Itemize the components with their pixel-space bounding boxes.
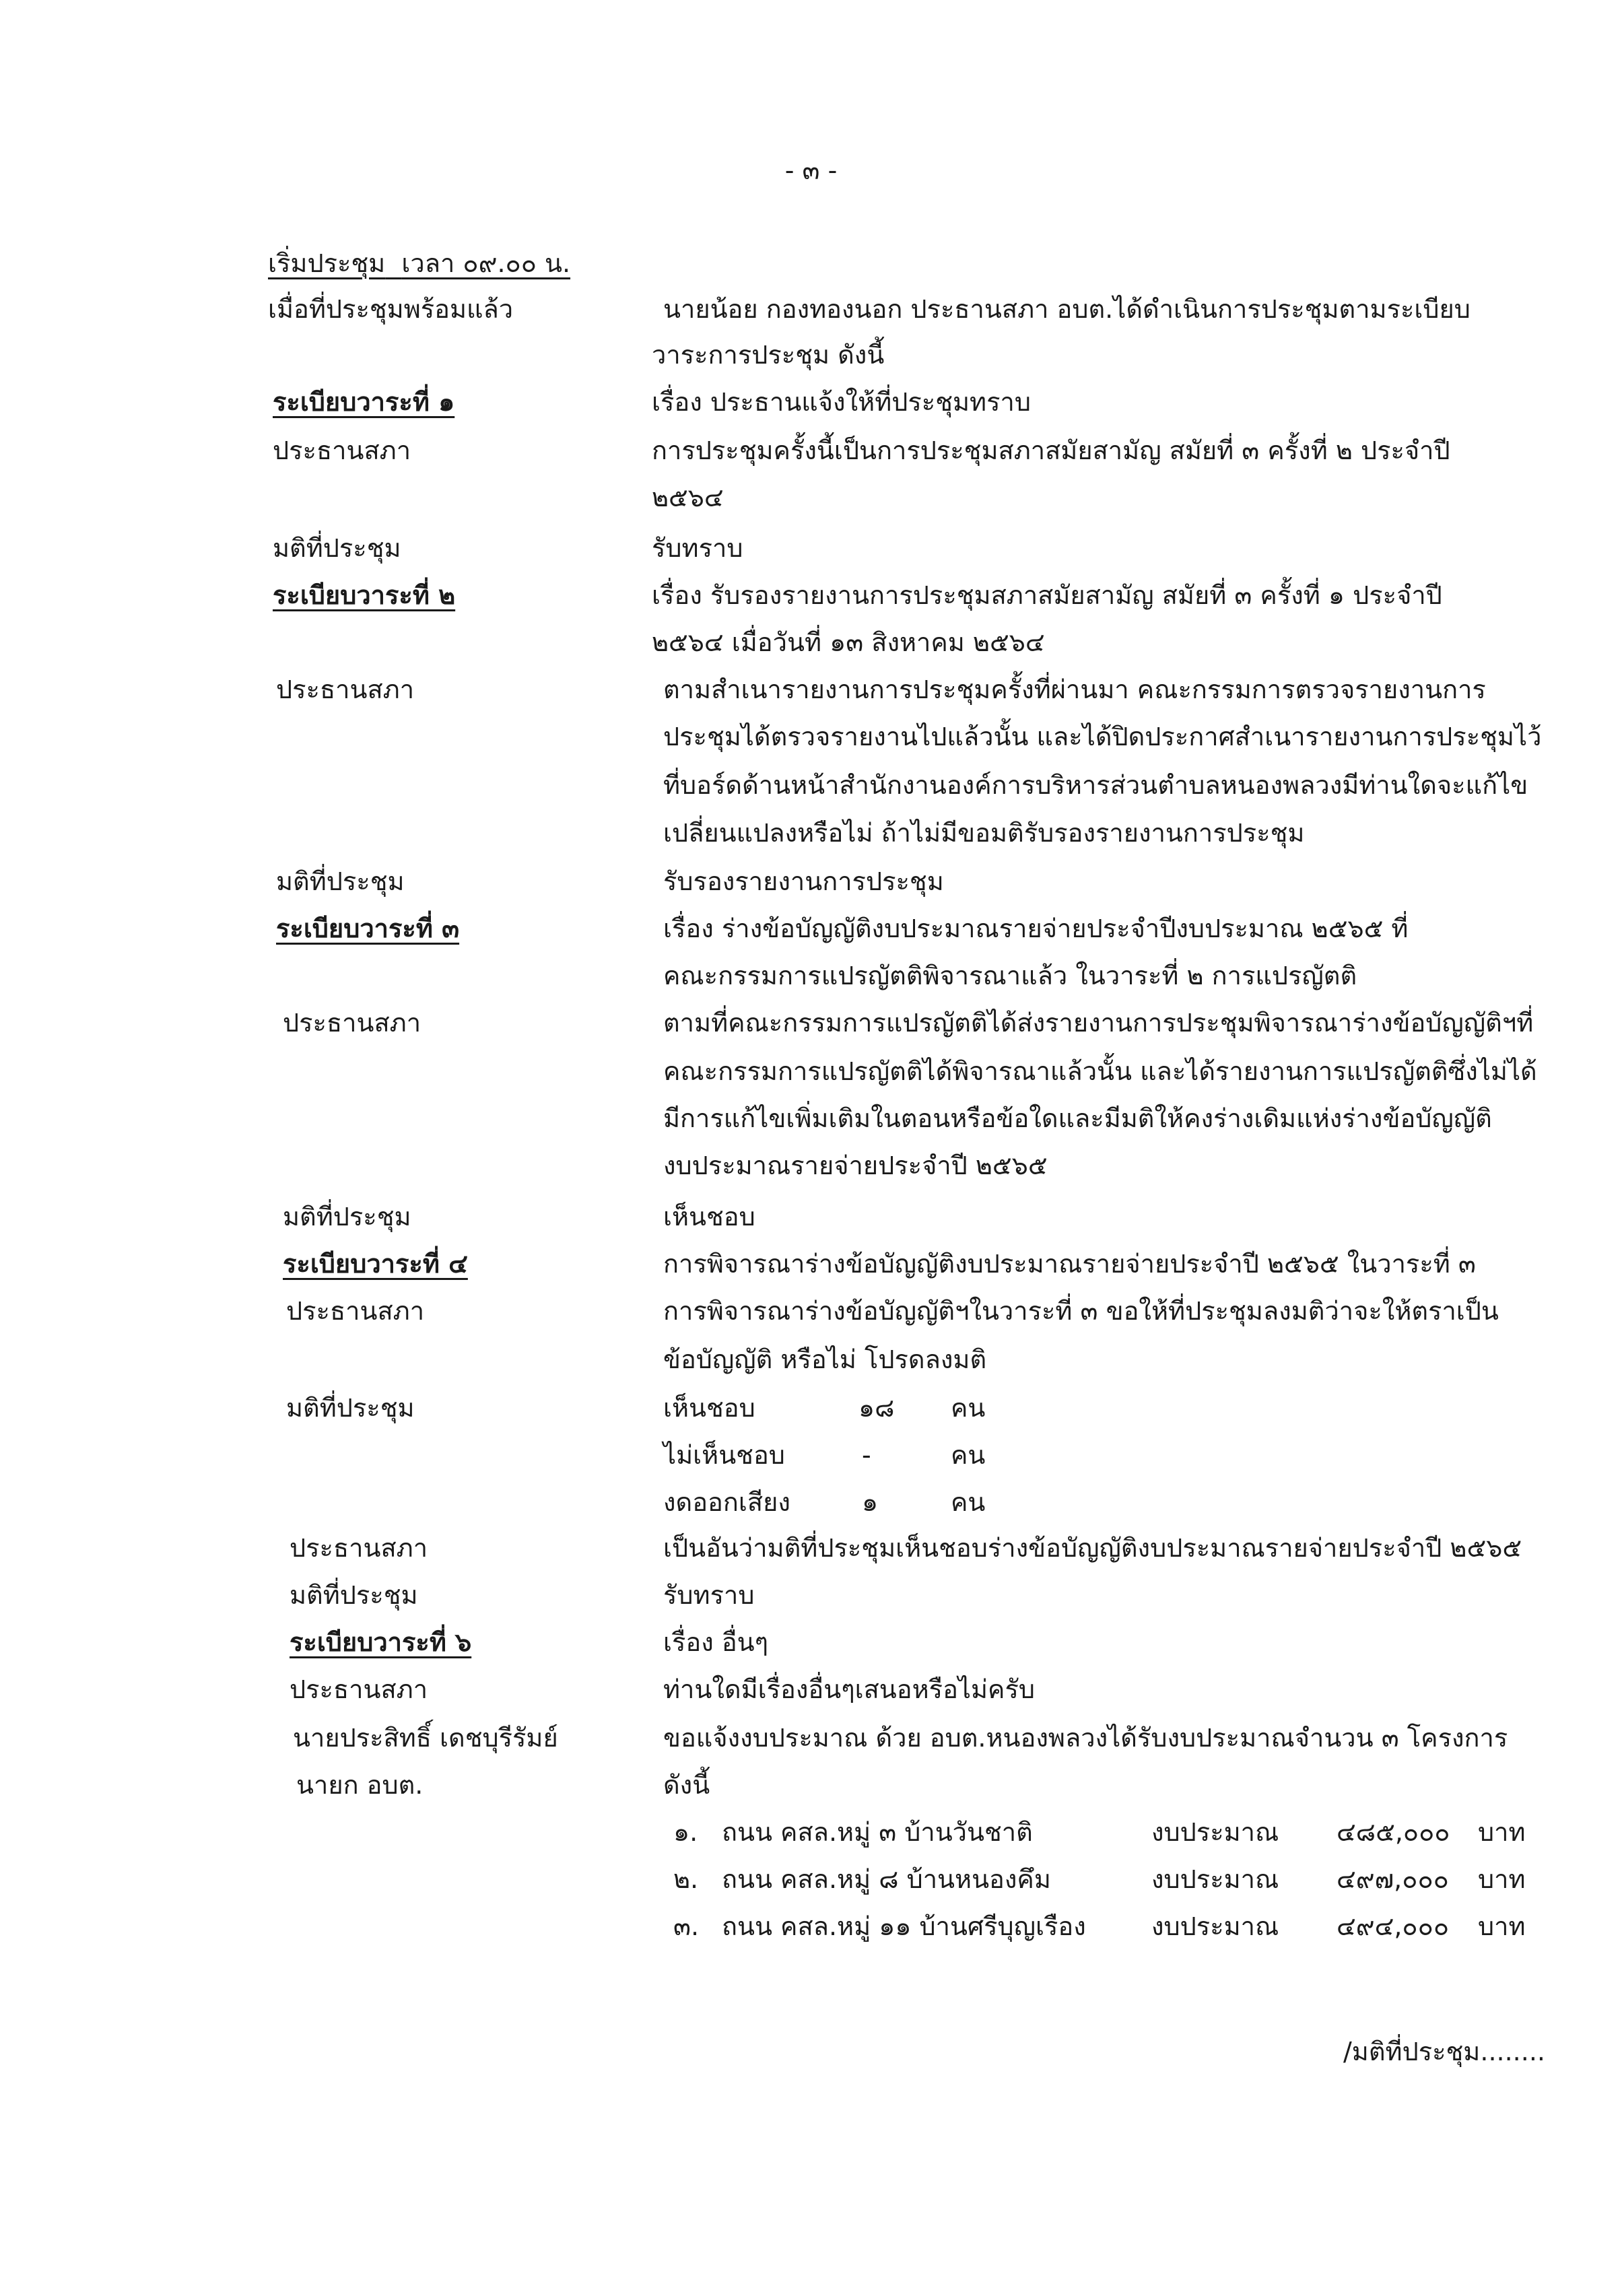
project-name: ถนน คสล.หมู่ ๘ บ้านหนองคึม <box>722 1864 1051 1894</box>
agenda-4-resolution-label: มติที่ประชุม <box>286 1393 415 1423</box>
vote-label: ไม่เห็นชอบ <box>663 1440 785 1470</box>
vote-unit: คน <box>951 1440 986 1470</box>
agenda-4-speaker: ประธานสภา <box>286 1296 425 1326</box>
agenda-3-text-line: งบประมาณรายจ่ายประจำปี ๒๕๖๕ <box>663 1151 1048 1180</box>
agenda-2-heading: ระเบียบวาระที่ ๒ <box>273 580 456 610</box>
agenda-3-subject-line: คณะกรรมการแปรญัตติพิจารณาแล้ว ในวาระที่ ๒ การแปรญัตติ <box>663 961 1357 990</box>
agenda-6-text: ท่านใดมีเรื่องอื่นๆเสนอหรือไม่ครับ <box>663 1675 1036 1704</box>
project-budget-label: งบประมาณ <box>1151 1912 1279 1941</box>
agenda-4-heading: ระเบียบวาระที่ ๔ <box>283 1249 468 1279</box>
agenda-6-heading: ระเบียบวาระที่ ๖ <box>290 1627 472 1657</box>
agenda-1-text-line: ๒๕๖๔ <box>652 483 724 512</box>
project-unit: บาท <box>1478 1912 1526 1941</box>
agenda-2-text-line: ที่บอร์ดด้านหน้าสำนักงานองค์การบริหารส่วนตำบลหนองพลวงมีท่านใดจะแก้ไข <box>663 770 1528 800</box>
agenda-1-subject: เรื่อง ประธานแจ้งให้ที่ประชุมทราบ <box>652 387 1031 417</box>
agenda-6-speaker-2-title: นายก อบต. <box>296 1770 424 1800</box>
project-unit: บาท <box>1478 1817 1526 1847</box>
agenda-3-resolution: เห็นชอบ <box>663 1202 755 1231</box>
project-budget-label: งบประมาณ <box>1151 1864 1279 1894</box>
agenda-6-speaker-2-name: นายประสิทธิ์ เดชบุรีรัมย์ <box>293 1723 558 1753</box>
project-budget-label: งบประมาณ <box>1151 1817 1279 1847</box>
agenda-2-text-line: เปลี่ยนแปลงหรือไม่ ถ้าไม่มีขอมติรับรองรายงานการประชุม <box>663 818 1305 848</box>
agenda-2-resolution-label: มติที่ประชุม <box>276 867 405 896</box>
opening-text-line: นายน้อย กองทองนอก ประธานสภา อบต.ได้ดำเนินการประชุมตามระเบียบ <box>663 294 1471 324</box>
agenda-4-subject: การพิจารณาร่างข้อบัญญัติงบประมาณรายจ่ายประจำปี ๒๕๖๕ ในวาระที่ ๓ <box>663 1249 1476 1279</box>
agenda-1-resolution-label: มติที่ประชุม <box>273 533 401 563</box>
agenda-6-text-2-line: ขอแจ้งงบประมาณ ด้วย อบต.หนองพลวงได้รับงบประมาณจำนวน ๓ โครงการ <box>663 1723 1508 1753</box>
vote-count: ๑๘ <box>858 1393 895 1423</box>
agenda-2-speaker: ประธานสภา <box>276 675 415 704</box>
project-amount: ๔๘๕,๐๐๐ <box>1337 1817 1450 1847</box>
agenda-1-resolution: รับทราบ <box>652 533 743 563</box>
continuation-note: /มติที่ประชุม........ <box>1343 2037 1545 2066</box>
agenda-3-subject-line: เรื่อง ร่างข้อบัญญัติงบประมาณรายจ่ายประจำปีงบประมาณ ๒๕๖๕ ที่ <box>663 914 1409 943</box>
project-name: ถนน คสล.หมู่ ๓ บ้านวันชาติ <box>722 1817 1033 1847</box>
agenda-4-resolution-2-label: มติที่ประชุม <box>290 1580 418 1610</box>
agenda-4-speaker-2: ประธานสภา <box>290 1533 428 1563</box>
agenda-6-text-2-line: ดังนี้ <box>663 1770 710 1800</box>
agenda-2-text-line: ประชุมได้ตรวจรายงานไปแล้วนั้น และได้ปิดประกาศสำเนารายงานการประชุมไว้ <box>663 722 1542 751</box>
agenda-6-subject: เรื่อง อื่นๆ <box>663 1627 769 1657</box>
vote-label: เห็นชอบ <box>663 1393 755 1423</box>
project-unit: บาท <box>1478 1864 1526 1894</box>
agenda-3-resolution-label: มติที่ประชุม <box>283 1202 411 1231</box>
agenda-3-text-line: มีการแก้ไขเพิ่มเติมในตอนหรือข้อใดและมีมติให้คงร่างเดิมแห่งร่างข้อบัญญัติ <box>663 1104 1492 1133</box>
project-amount: ๔๙๗,๐๐๐ <box>1337 1864 1449 1894</box>
opening-text-line: วาระการประชุม ดังนี้ <box>652 340 885 370</box>
vote-unit: คน <box>951 1393 986 1423</box>
agenda-4-text-line: ข้อบัญญัติ หรือไม่ โปรดลงมติ <box>663 1345 987 1374</box>
meeting-start-label: เริ่มประชุม <box>268 248 386 278</box>
project-amount: ๔๙๔,๐๐๐ <box>1337 1912 1450 1941</box>
agenda-1-speaker: ประธานสภา <box>273 436 411 465</box>
agenda-2-resolution: รับรองรายงานการประชุม <box>663 867 944 896</box>
agenda-1-heading: ระเบียบวาระที่ ๑ <box>273 387 455 417</box>
project-name: ถนน คสล.หมู่ ๑๑ บ้านศรีบุญเรือง <box>722 1912 1086 1941</box>
agenda-4-resolution-2: รับทราบ <box>663 1580 755 1610</box>
agenda-2-subject-line: ๒๕๖๔ เมื่อวันที่ ๑๓ สิงหาคม ๒๕๖๔ <box>652 628 1045 657</box>
agenda-4-text-line: การพิจารณาร่างข้อบัญญัติฯในวาระที่ ๓ ขอให้ที่ประชุมลงมติว่าจะให้ตราเป็น <box>663 1296 1499 1326</box>
agenda-2-subject-line: เรื่อง รับรองรายงานการประชุมสภาสมัยสามัญ สมัยที่ ๓ ครั้งที่ ๑ ประจำปี <box>652 580 1442 610</box>
agenda-4-text-2: เป็นอันว่ามติที่ประชุมเห็นชอบร่างข้อบัญญัติงบประมาณรายจ่ายประจำปี ๒๕๖๕ <box>663 1533 1522 1563</box>
vote-unit: คน <box>951 1487 986 1517</box>
opening-label: เมื่อที่ประชุมพร้อมแล้ว <box>268 294 514 324</box>
vote-count: - <box>862 1440 871 1470</box>
meeting-start-time: เวลา ๐๙.๐๐ น. <box>401 248 571 278</box>
vote-count: ๑ <box>862 1487 879 1517</box>
vote-label: งดออกเสียง <box>663 1487 790 1517</box>
agenda-1-text-line: การประชุมครั้งนี้เป็นการประชุมสภาสมัยสามัญ สมัยที่ ๓ ครั้งที่ ๒ ประจำปี <box>652 436 1450 465</box>
agenda-3-text-line: ตามที่คณะกรรมการแปรญัตติได้ส่งรายงานการประชุมพิจารณาร่างข้อบัญญัติฯที่ <box>663 1008 1534 1038</box>
project-number: ๑. <box>673 1817 698 1847</box>
agenda-3-speaker: ประธานสภา <box>283 1008 421 1038</box>
project-number: ๓. <box>673 1912 700 1941</box>
agenda-3-text-line: คณะกรรมการแปรญัตติได้พิจารณาแล้วนั้น และได้รายงานการแปรญัตติซึ่งไม่ได้ <box>663 1056 1537 1086</box>
agenda-3-heading: ระเบียบวาระที่ ๓ <box>276 914 460 943</box>
project-number: ๒. <box>673 1864 699 1894</box>
meeting-start <box>268 250 570 276</box>
agenda-2-text-line: ตามสำเนารายงานการประชุมครั้งที่ผ่านมา คณะกรรมการตรวจรายงานการ <box>663 675 1486 704</box>
page-number: - ๓ - <box>784 156 838 185</box>
agenda-6-speaker: ประธานสภา <box>290 1675 428 1704</box>
